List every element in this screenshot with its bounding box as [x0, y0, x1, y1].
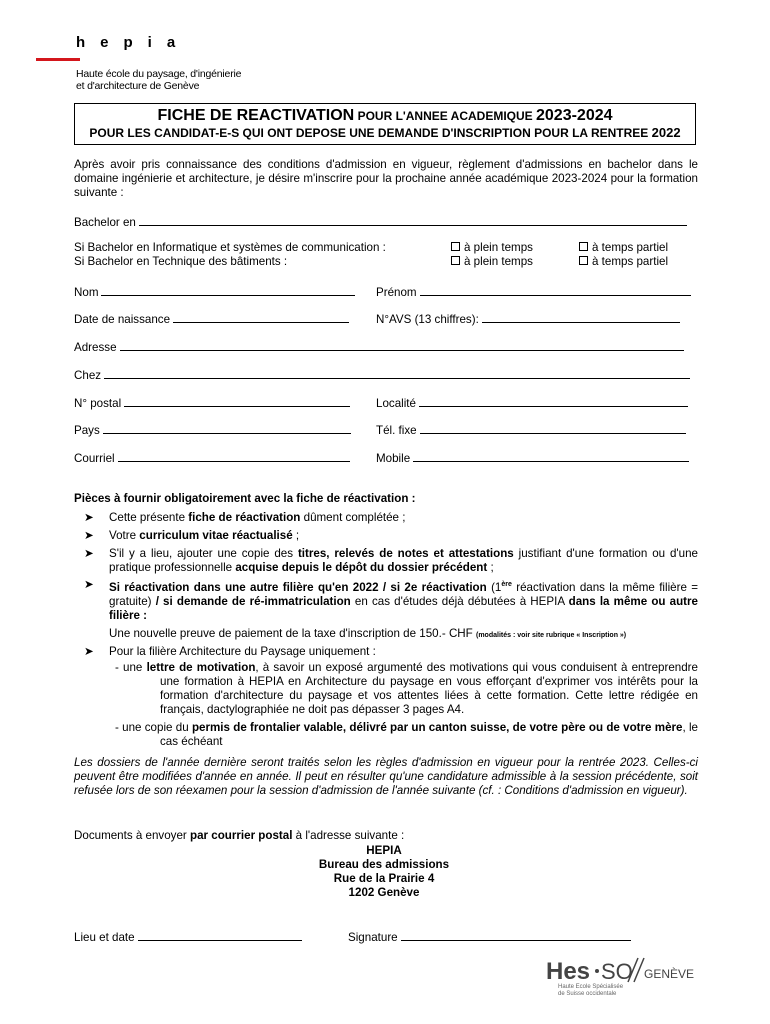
list-item: ➤ Votre curriculum vitae réactualisé ;	[84, 529, 300, 542]
avs-field[interactable]	[376, 311, 680, 325]
date-naissance-field[interactable]	[74, 311, 349, 325]
bachelor-line[interactable]	[139, 214, 687, 226]
bachelor-info-label: Si Bachelor en Informatique et systèmes de communication :	[74, 241, 386, 254]
arrow-bullet-icon: ➤	[84, 645, 94, 658]
title-line-2: POUR LES CANDIDAT-E-S QUI ONT DEPOSE UNE DEMANDE D'INSCRIPTION POUR LA RENTREE 2022	[89, 125, 681, 140]
geneve-text: GENÈVE	[644, 967, 695, 981]
checkbox-icon[interactable]	[451, 256, 460, 265]
prenom-label: Prénom	[376, 286, 417, 299]
date-naissance-label: Date de naissance	[74, 313, 171, 326]
checkbox-icon[interactable]	[579, 242, 588, 251]
checkbox-tech-plein[interactable]: à plein temps	[451, 255, 533, 269]
courriel-field[interactable]	[74, 450, 350, 464]
title-line-1: FICHE DE REACTIVATION POUR L'ANNEE ACADEMIQUE 2023-2024	[157, 107, 613, 124]
pieces-heading: Pièces à fournir obligatoirement avec la fiche de réactivation :	[74, 492, 416, 505]
tel-field[interactable]	[376, 422, 686, 436]
checkbox-info-partiel[interactable]: à temps partiel	[579, 241, 668, 255]
chez-field[interactable]	[74, 367, 690, 381]
intro-paragraph: Après avoir pris connaissance des conditions d'admission en vigueur, règlement d'admissions en bachelor dans le domaine ingénierie et architecture, je désire m'inscrire pour la prochaine année académique 2023-2024 pour la formation suivante :	[74, 158, 698, 199]
documents-text: Documents à envoyer par courrier postal à l'adresse suivante :	[74, 829, 405, 842]
checkbox-icon[interactable]	[579, 256, 588, 265]
prenom-field[interactable]	[376, 284, 691, 298]
bachelor-field[interactable]	[74, 214, 687, 228]
arrow-bullet-icon: ➤	[84, 547, 94, 560]
bachelor-tech-label: Si Bachelor en Technique des bâtiments :	[74, 255, 288, 268]
list-item: - une lettre de motivation, à savoir un exposé argumenté des motivations qui vous conduisent à entreprendre une formation à HEPIA en Architecture du paysage en vous efforçant d'exprimer vos intérêts pour la formation d'architecture du paysage et vos attentes liées à cette formation. Cette lettre rédigée en français, dactylographiée ne doit pas dépasser 3 pages A4.	[115, 661, 698, 716]
title-box	[74, 103, 696, 145]
note-paragraph: Les dossiers de l'année dernière seront traités selon les règles d'admission en vigueur pour la rentrée 2023. Celles-ci peuvent être modifiées d'année en année. Il peut en résulter qu'une candidature admissible à la session précédente, soit refusée lors de son réexamen pour la session d'admission de l'année suivante (cf. : Conditions d'admission en vigueur).	[74, 756, 698, 797]
bachelor-label: Bachelor en	[74, 216, 136, 229]
checkbox-tech-partiel[interactable]: à temps partiel	[579, 255, 668, 269]
mobile-label: Mobile	[376, 452, 411, 465]
nom-field[interactable]	[74, 284, 355, 298]
postal-address: HEPIA Bureau des admissions Rue de la Prairie 4 1202 Genève	[318, 844, 450, 899]
lieu-date-field[interactable]	[74, 929, 302, 943]
localite-label: Localité	[376, 397, 416, 410]
arrow-bullet-icon: ➤	[84, 578, 94, 591]
chez-label: Chez	[74, 369, 102, 382]
npa-label: N° postal	[74, 397, 122, 410]
so-text: SO	[601, 959, 633, 984]
adresse-label: Adresse	[74, 341, 117, 354]
list-item: - une copie du permis de frontalier valable, délivré par un canton suisse, de votre père ou de votre mère, le cas échéant	[115, 721, 699, 748]
arrow-bullet-icon: ➤	[84, 511, 94, 524]
npa-field[interactable]	[74, 395, 350, 409]
list-item: ➤ Pour la filière Architecture du Paysage uniquement :	[84, 645, 376, 658]
list-item: ➤ Cette présente fiche de réactivation dûment complétée ;	[84, 511, 406, 524]
signature-label: Signature	[348, 931, 398, 944]
signature-field[interactable]	[348, 929, 631, 943]
nom-label: Nom	[74, 286, 99, 299]
list-item: ➤ S'il y a lieu, ajouter une copie des titres, relevés de notes et attestations justifiant d'une formation ou d'une pratique professionnelle acquise depuis le dépôt du dossier précédent ;	[84, 547, 698, 574]
hes-dot-icon	[595, 969, 599, 973]
tel-label: Tél. fixe	[376, 424, 417, 437]
hepia-logo-word: hepia	[76, 34, 191, 51]
mobile-field[interactable]	[376, 450, 689, 464]
hes-sub2: de Suisse occidentale	[558, 991, 617, 997]
pieces-section	[74, 492, 698, 749]
hepia-logo-bar	[36, 58, 80, 61]
localite-field[interactable]	[376, 395, 688, 409]
sub-list	[74, 661, 698, 749]
checkbox-icon[interactable]	[451, 242, 460, 251]
avs-label: N°AVS (13 chiffres):	[376, 313, 479, 326]
lieu-date-label: Lieu et date	[74, 931, 135, 944]
courriel-label: Courriel	[74, 452, 115, 465]
arrow-bullet-icon: ➤	[84, 529, 94, 542]
pays-field[interactable]	[74, 422, 351, 436]
checkbox-info-plein[interactable]: à plein temps	[451, 241, 533, 255]
list-item: ➤ Si réactivation dans une autre filière qu'en 2022 / si 2e réactivation (1ère réactivation dans la même filière = gratuite) / si demande de ré-immatriculation en cas d'études déjà débutées à HEPIA dans la même ou autre filière :	[84, 578, 699, 622]
list-item: Une nouvelle preuve de paiement de la taxe d'inscription de 150.- CHF (modalités : voir site rubrique « Inscription »)	[109, 627, 627, 640]
pays-label: Pays	[74, 424, 100, 437]
hes-text: Hes	[546, 958, 591, 985]
hes-so-logo	[546, 955, 706, 1000]
hes-sub1: Haute Ecole Spécialisée	[558, 984, 624, 990]
adresse-field[interactable]	[74, 339, 684, 353]
hepia-logo-subtitle: Haute école du paysage, d'ingénierie et d'architecture de Genève	[76, 68, 242, 92]
